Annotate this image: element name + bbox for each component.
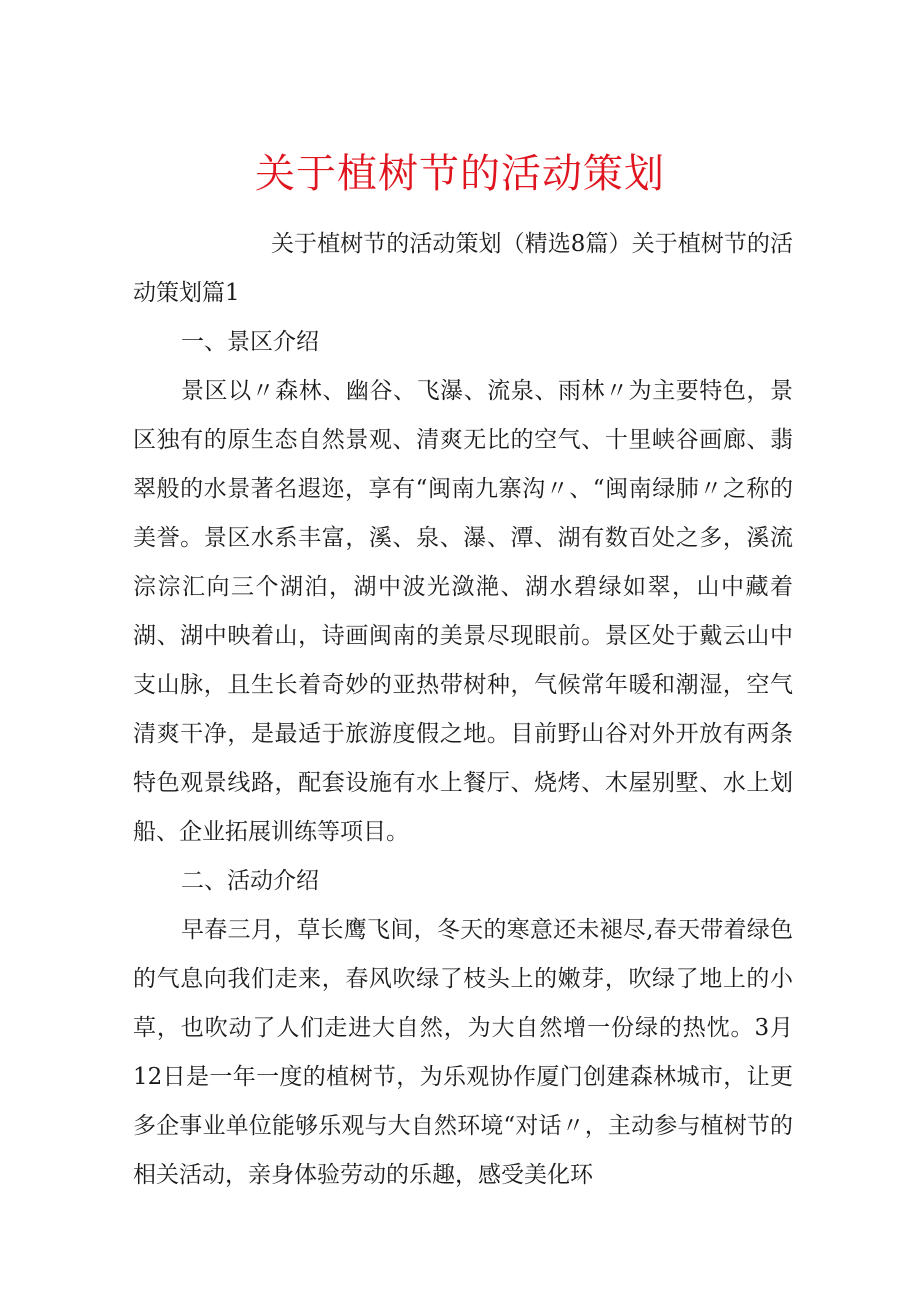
document-body: [133, 220, 793, 1200]
activity-intro-paragraph: 早春三月，草长鹰飞间，冬天的寒意还未褪尽,春天带着绿色的气息向我们走来，春风吹绿了枝头上的嫩芽，吹绿了地上的小草，也吹动了人们走进大自然，为大自然增一份绿的热忱。3月12日是一年一度的植树节，为乐观协作厦门创建森林城市，让更多企事业单位能够乐观与大自然环境“对话〃，主动参与植树节的相关活动，亲身体验劳动的乐趣，感受美化环: [133, 917, 793, 1188]
section-heading-activity-intro: 二、活动介绍: [181, 868, 319, 894]
scenic-intro-paragraph: 景区以〃森林、幽谷、飞瀑、流泉、雨林〃为主要特色，景区独有的原生态自然景观、清爽无比的空气、十里峡谷画廊、翡翠般的水景著名遐迩，享有“闽南九寨沟〃、“闽南绿肺〃之称的美誉。景区水系丰富，溪、泉、瀑、潭、湖有数百处之多，溪流淙淙汇向三个湖泊，湖中波光潋滟、湖水碧绿如翠，山中藏着湖、湖中映着山，诗画闽南的美景尽现眼前。景区处于戴云山中支山脉，且生长着奇妙的亚热带树种，气候常年暖和潮湿，空气清爽干净，是最适于旅游度假之地。目前野山谷对外开放有两条特色观景线路，配套设施有水上餐厅、烧烤、木屋别墅、水上划船、企业拓展训练等项目。: [133, 378, 793, 845]
document-title: 关于植树节的活动策划: [255, 151, 665, 197]
intro-paragraph: 关于植树节的活动策划（精选8篇）关于植树节的活动策划篇1: [133, 231, 793, 306]
section-heading-scenic-intro: 一、景区介绍: [181, 329, 319, 355]
